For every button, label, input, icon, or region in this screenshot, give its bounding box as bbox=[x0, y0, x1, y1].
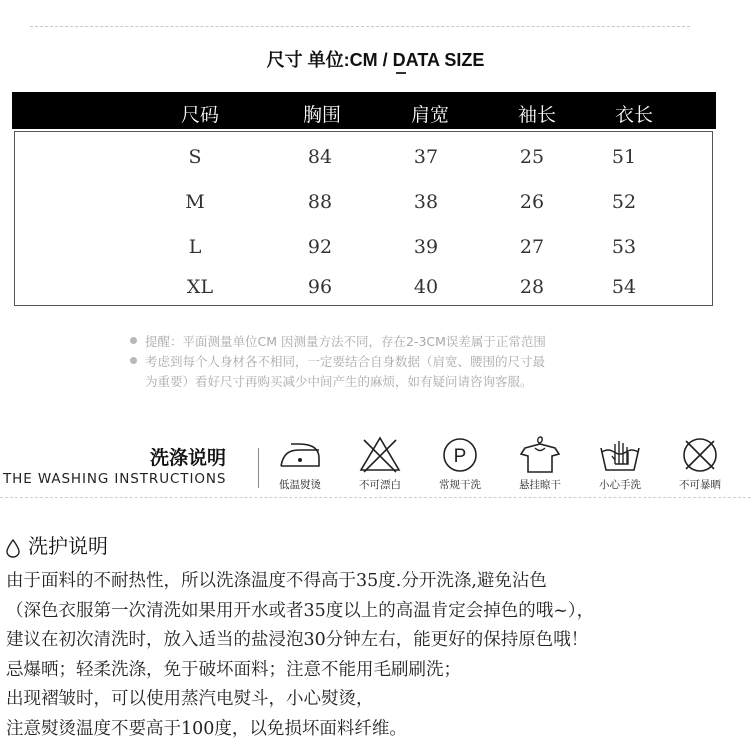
wash-label: 低温熨烫 bbox=[279, 479, 321, 491]
title-underline bbox=[396, 72, 406, 74]
cell-length: 54 bbox=[611, 276, 637, 298]
washing-divider bbox=[258, 448, 259, 488]
cell-size: M bbox=[185, 191, 205, 213]
wash-label: 常规干洗 bbox=[439, 479, 481, 491]
top-divider bbox=[30, 26, 690, 27]
wash-label: 悬挂晾干 bbox=[519, 479, 561, 491]
care-title-text: 洗护说明 bbox=[28, 534, 108, 558]
header-chest: 胸围 bbox=[302, 104, 342, 126]
header-length: 衣长 bbox=[614, 104, 654, 126]
iron-icon bbox=[275, 434, 325, 474]
hang-dry-icon bbox=[515, 434, 565, 474]
cell-size: S bbox=[188, 146, 202, 168]
note-measurement: 提醒：平面测量单位CM 因测量方法不同，存在2-3CM误差属于正常范围 bbox=[145, 334, 546, 349]
dry-clean-p-icon bbox=[435, 434, 485, 474]
cell-size: XL bbox=[186, 276, 214, 298]
cell-chest: 88 bbox=[307, 191, 333, 213]
cell-length: 53 bbox=[611, 236, 637, 258]
care-line: 建议在初次清洗时，放入适当的盐浸泡30分钟左右，能更好的保持原色哦！ bbox=[6, 630, 589, 650]
cell-chest: 84 bbox=[307, 146, 333, 168]
cell-length: 52 bbox=[611, 191, 637, 213]
cell-sleeve: 26 bbox=[519, 191, 545, 213]
cell-shoulder: 38 bbox=[413, 191, 439, 213]
cell-shoulder: 40 bbox=[413, 276, 439, 298]
cell-chest: 96 bbox=[307, 276, 333, 298]
care-line: （深色衣服第一次清洗如果用开水或者35度以上的高温肯定会掉色的哦~）， bbox=[6, 601, 595, 621]
washing-title: 洗涤说明 bbox=[150, 447, 227, 469]
hand-wash-icon bbox=[595, 434, 645, 474]
cell-length: 51 bbox=[611, 146, 637, 168]
wash-label: 不可暴晒 bbox=[679, 479, 721, 491]
cell-chest: 92 bbox=[307, 236, 333, 258]
wash-item-no-tumble-dry bbox=[668, 434, 732, 492]
svg-text:P: P bbox=[453, 446, 467, 467]
header-sleeve: 袖长 bbox=[517, 104, 557, 126]
washing-bottom-divider bbox=[0, 497, 751, 498]
care-line: 注意熨烫温度不要高于100度，以免损坏面料纤维。 bbox=[6, 719, 407, 739]
bullet-icon bbox=[130, 357, 137, 364]
size-table-body bbox=[14, 131, 713, 306]
wash-label: 小心手洗 bbox=[599, 479, 641, 491]
note-body-size: 考虑到每个人身材各不相同，一定要结合自身数据（肩宽、腰围的尺寸最 bbox=[145, 354, 546, 369]
cell-shoulder: 39 bbox=[413, 236, 439, 258]
care-line: 出现褶皱时，可以使用蒸汽电熨斗，小心熨烫， bbox=[6, 689, 374, 709]
wash-item-hand-wash bbox=[588, 434, 652, 492]
cell-size: L bbox=[188, 236, 202, 258]
cell-sleeve: 28 bbox=[519, 276, 545, 298]
bullet-icon bbox=[130, 337, 137, 344]
wash-item-no-bleach bbox=[348, 434, 412, 492]
no-tumble-dry-icon bbox=[675, 434, 725, 474]
size-title: 尺寸 单位:CM / DATA SIZE bbox=[266, 50, 485, 70]
wash-label: 不可漂白 bbox=[359, 479, 401, 491]
note-body-size-cont: 为重要）看好尺寸再购买减少中间产生的麻烦，如有疑问请咨询客服。 bbox=[145, 374, 533, 389]
cell-shoulder: 37 bbox=[413, 146, 439, 168]
care-line: 忌爆晒；轻柔洗涤，免于破坏面料；注意不能用毛刷刷洗； bbox=[6, 660, 461, 680]
care-line: 由于面料的不耐热性，所以洗涤温度不得高于35度.分开洗涤,避免沾色 bbox=[6, 571, 547, 591]
water-drop-icon bbox=[6, 538, 20, 558]
size-table-header bbox=[12, 92, 716, 129]
header-shoulder: 肩宽 bbox=[410, 104, 450, 126]
care-title bbox=[6, 530, 108, 559]
wash-item-dry-clean bbox=[428, 434, 492, 492]
cell-sleeve: 27 bbox=[519, 236, 545, 258]
wash-item-hang-dry bbox=[508, 434, 572, 492]
header-size: 尺码 bbox=[180, 104, 220, 126]
wash-item-iron bbox=[268, 434, 332, 492]
cell-sleeve: 25 bbox=[519, 146, 545, 168]
no-bleach-icon bbox=[355, 434, 405, 474]
washing-subtitle: THE WASHING INSTRUCTIONS bbox=[3, 471, 227, 487]
